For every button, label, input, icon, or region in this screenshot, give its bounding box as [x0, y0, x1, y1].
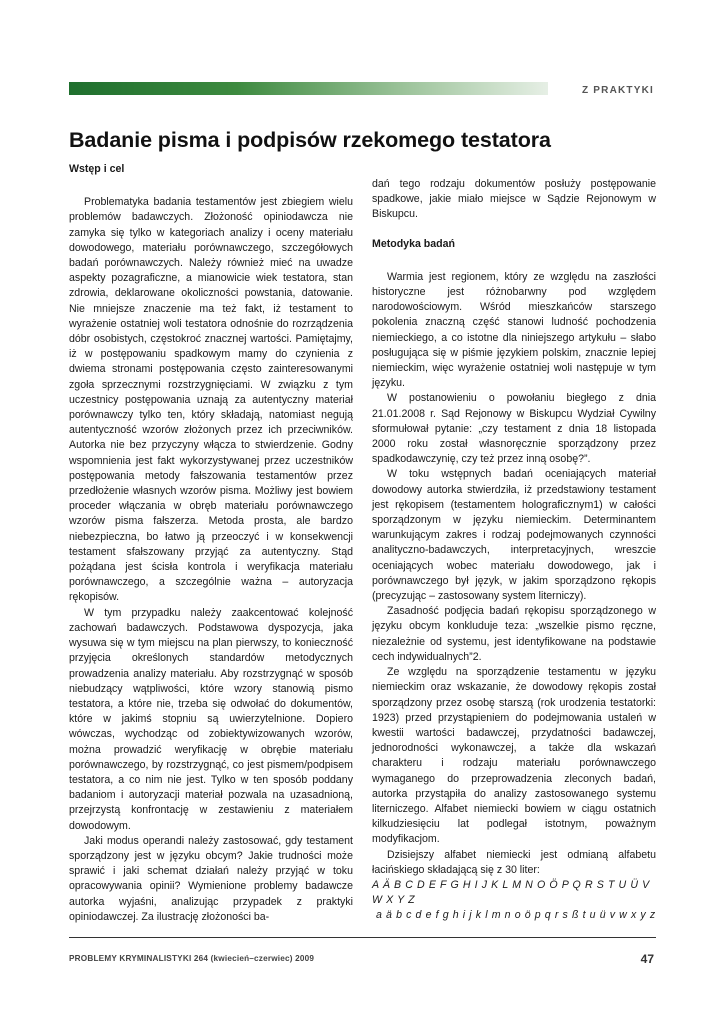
paragraph: Problematyka badania testamentów jest zbiegiem wielu problemów badawczych. Złożoność opiniodawcza nie zamyka się tylko w kategoriach analizy i oceny materiału dowodowego, materiału porównawczego, szczegółowych badań porównawczych. Należy również mieć na uwadze aspekty pozagraficzne, a mianowicie wiek testatora, stan zdrowia, deklarowane okoliczności powstania, datowanie. Nie mniejsze znaczenie ma też fakt, iż testament to wyrażenie ostatniej woli testatora odnośnie do rozrządzenia dóbr osobistych, częstokroć znacznej wartości. Pamiętajmy, iż w postępowaniu spadkowym mamy do czynienia z dwiema stronami postępowania często zainteresowanymi zgoła sprzecznymi rozstrzygnięciami. W związku z tym uczestnicy postępowania uznają za autentyczny materiał porównawczy tylko ten, który składają, natomiast negują autentyczność wzorów złożonych przez ich przeciwników. Autorka nie bez przyczyny włącza to stwierdzenie. Godny wspomnienia jest fakt wykorzystywanej przez uczestników postępowania metody fałszowania testamentów przez przedłożenie własnych wzorów pisma. Możliwy jest bowiem proceder włączania w obręb materiału porównawczego wzorów pisma fałszerza. Metoda prosta, ale bardzo niebezpieczna, bo łatwo ją przeoczyć i w konsekwencji testament sfałszowany przyjąć za autentyczny. Stąd pożądana jest ścisła kontrola i weryfikacja materiału porównawczego, a szczególnie ważna – autoryzacja rękopisów.: [69, 196, 353, 604]
paragraph-continuation: dań tego rodzaju dokumentów posłuży postępowanie spadkowe, jakie miało miejsce w Sądzie Rejonowym w Biskupcu.: [372, 178, 656, 221]
paragraph: Ze względu na sporządzenie testamentu w języku niemieckim oraz wskazanie, że dowodowy rękopis został sporządzony przez osobę starszą (rok urodzenia testatorki: 1923) przed przystąpieniem do podejmowania ustaleń w kwestii wartości badawczej, przydatności badawczej, jednorodności wykonawczej, a także dla wskazań charakteru i rodzaju materiału porównawczego wymaganego do przeprowadzenia zleconych badań, autorka przystąpiła do analizy zastosowanego systemu literniczego. Alfabet niemiecki bowiem w ciągu ostatnich kilkudziesięciu lat podlegał istotnym, poważnym modyfikacjom.: [372, 666, 656, 846]
paragraph: W toku wstępnych badań oceniających materiał dowodowy autorka stwierdziła, iż przedstawiony testament jest rękopisem (testamentem holograficznym1) w całości sporządzonym w języku niemieckim. Determinantem warunkującym zakres i rodzaj podejmowanych czynności analityczno-badawczych, interpretacyjnych, wreszcie oceniających wobec materiału dowodowego, jak i porównawczego był język, w jakim sporządzono rękopis (precyzując – zastosowany system literniczy).: [372, 468, 656, 603]
right-column: [372, 177, 656, 924]
footer-rule: [69, 937, 656, 938]
paragraph: Dzisiejszy alfabet niemiecki jest odmianą alfabetu łacińskiego składającą się z 30 liter:: [372, 848, 656, 876]
journal-footer: PROBLEMY KRYMINALISTYKI 264 (kwiecień–czerwiec) 2009: [69, 954, 315, 963]
section-label: Z PRAKTYKI: [582, 85, 654, 96]
article-title: Badanie pisma i podpisów rzekomego testatora: [69, 128, 551, 153]
paragraph: Zasadność podjęcia badań rękopisu sporządzonego w języku obcym konkluduje teza: „wszelkie pismo ręczne, niezależnie od systemu, jest identyfikowane na podstawie cech indywidualnych”2.: [372, 605, 656, 663]
paragraph: W postanowieniu o powołaniu biegłego z dnia 21.01.2008 r. Sąd Rejonowy w Biskupcu Wydział Cywilny sformułował pytanie: „czy testament z dnia 18 listopada 2000 roku został własnoręcznie sporządzony przez spadkodawczynię, czy też przez inną osobę?”.: [372, 392, 656, 466]
alphabet-lowercase: a ä b c d e f g h i j k l m n o ö p q r s ß t u ü v w x y z: [376, 909, 656, 922]
section-color-bar: [69, 82, 548, 95]
paragraph: Jaki modus operandi należy zastosować, gdy testament sporządzony jest w języku obcym? Jakie trudności może sprawić i jaki schemat działań należy przyjąć w toku opracowywania opinii? Wymienione problemy badawcze autorka wyjaśni, analizując przypadek z praktyki opiniodawczej. Za ilustrację złożoności ba-: [69, 834, 353, 923]
section-heading-method: Metodyka badań: [372, 237, 456, 250]
left-column: [69, 162, 353, 925]
alphabet-uppercase: A Ä B C D E F G H I J K L M N O Ö P Q R S T U Ü V W X Y Z: [372, 878, 650, 907]
page-number: 47: [640, 952, 654, 966]
paragraph: W tym przypadku należy zaakcentować kolejność zachowań badawczych. Podstawowa dyspozycja, jaka wysuwa się w tym miejscu na plan pierwszy, to konieczność przyjęcia określonych standardów metodycznych prowadzenia analizy materiału. Aby rozstrzygnąć w sposób niebudzący wątpliwości, które wzory stanowią pismo testatora, a które nie, trzeba się odwołać do dokumentów, które w jakimś stopniu są uwierzytelnione. Dopiero wówczas, wychodząc od zobiektywizowanych wzorów, można prowadzić weryfikację w obrębie materiału porównawczego, by rozstrzygnąć, co jest pismem/podpisem testatora, a co nim nie jest. Tylko w ten sposób poddany badaniom i autoryzacji materiał pozwala na uzasadnioną, przejrzystą konfrontację w zestawieniu z materiałem dowodowym.: [69, 606, 353, 832]
paragraph: Warmia jest regionem, który ze względu na zaszłości historyczne jest różnobarwny pod względem narodowościowym. Wśród mieszkańców starszego pokolenia znaczną część stanowi ludność pochodzenia niemieckiego, a co istotne dla niniejszego artykułu – słabo posługująca się w piśmie językiem polskim, znacznie lepiej niemieckim, więc wyrażenie ostatniej woli następuje w tym języku.: [372, 270, 656, 390]
section-heading-intro: Wstęp i cel: [69, 163, 125, 175]
